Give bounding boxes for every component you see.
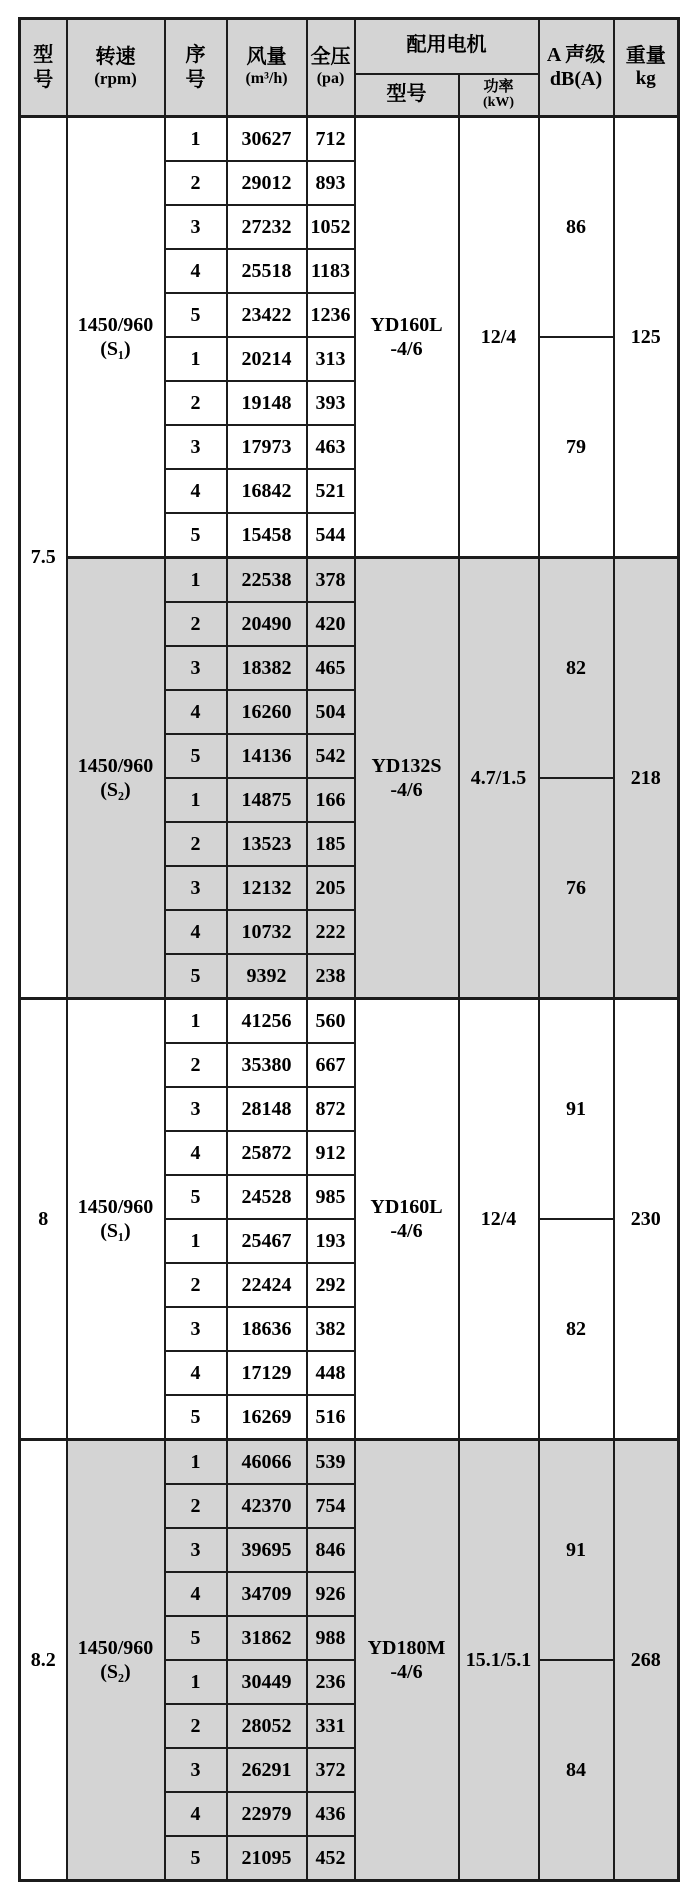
seq-cell: 1 [165,999,227,1044]
seq-cell: 4 [165,249,227,293]
airflow-cell: 35380 [227,1043,307,1087]
airflow-cell: 25518 [227,249,307,293]
pressure-cell: 754 [307,1484,355,1528]
seq-cell: 2 [165,1043,227,1087]
seq-cell: 4 [165,1572,227,1616]
airflow-cell: 14136 [227,734,307,778]
airflow-cell: 23422 [227,293,307,337]
seq-cell: 3 [165,205,227,249]
weight-cell: 230 [614,999,679,1440]
pressure-cell: 420 [307,602,355,646]
seq-cell: 4 [165,1792,227,1836]
motor-model-cell: YD160L -4/6 [355,999,459,1440]
airflow-cell: 29012 [227,161,307,205]
airflow-cell: 24528 [227,1175,307,1219]
header-seq-col: 序号 [165,19,227,117]
seq-cell: 1 [165,337,227,381]
noise-upper-cell: 86 [539,117,614,338]
airflow-cell: 42370 [227,1484,307,1528]
airflow-cell: 25467 [227,1219,307,1263]
header-model-col: 型号 [20,19,67,117]
seq-cell: 4 [165,690,227,734]
seq-cell: 4 [165,1131,227,1175]
seq-cell: 2 [165,1263,227,1307]
pressure-cell: 560 [307,999,355,1044]
airflow-cell: 34709 [227,1572,307,1616]
pressure-cell: 1052 [307,205,355,249]
seq-cell: 2 [165,161,227,205]
seq-cell: 4 [165,469,227,513]
airflow-cell: 22424 [227,1263,307,1307]
pressure-cell: 238 [307,954,355,999]
airflow-cell: 30449 [227,1660,307,1704]
weight-cell: 218 [614,558,679,999]
airflow-cell: 41256 [227,999,307,1044]
pressure-cell: 1183 [307,249,355,293]
airflow-cell: 15458 [227,513,307,558]
fan-spec-sheet [18,17,680,1882]
seq-cell: 1 [165,1219,227,1263]
seq-cell: 5 [165,1395,227,1440]
pressure-cell: 465 [307,646,355,690]
header-noise-col: A 声级 dB(A) [539,19,614,117]
airflow-cell: 9392 [227,954,307,999]
pressure-cell: 393 [307,381,355,425]
pressure-cell: 988 [307,1616,355,1660]
airflow-cell: 16842 [227,469,307,513]
power-cell: 4.7/1.5 [459,558,539,999]
seq-cell: 2 [165,1484,227,1528]
fan-spec-table [18,17,680,1882]
power-cell: 15.1/5.1 [459,1440,539,1881]
airflow-cell: 21095 [227,1836,307,1881]
airflow-cell: 26291 [227,1748,307,1792]
airflow-cell: 30627 [227,117,307,162]
speed-cell: 1450/960 (S₁) [67,999,165,1440]
header-motor-model-col: 型号 [355,74,459,117]
seq-cell: 2 [165,1704,227,1748]
pressure-cell: 912 [307,1131,355,1175]
seq-cell: 3 [165,425,227,469]
pressure-cell: 463 [307,425,355,469]
weight-cell: 268 [614,1440,679,1881]
pressure-cell: 313 [307,337,355,381]
pressure-cell: 166 [307,778,355,822]
pressure-cell: 544 [307,513,355,558]
airflow-cell: 12132 [227,866,307,910]
seq-cell: 3 [165,866,227,910]
header-power-col: 功率 (kW) [459,74,539,117]
seq-cell: 2 [165,381,227,425]
header-airflow-col: 风量 (m³/h) [227,19,307,117]
pressure-cell: 436 [307,1792,355,1836]
pressure-cell: 667 [307,1043,355,1087]
noise-upper-cell: 91 [539,1440,614,1661]
pressure-cell: 1236 [307,293,355,337]
airflow-cell: 28052 [227,1704,307,1748]
seq-cell: 1 [165,117,227,162]
pressure-cell: 712 [307,117,355,162]
seq-cell: 2 [165,822,227,866]
seq-cell: 5 [165,1175,227,1219]
speed-cell: 1450/960 (S₂) [67,558,165,999]
noise-upper-cell: 82 [539,558,614,779]
airflow-cell: 17129 [227,1351,307,1395]
noise-lower-cell: 84 [539,1660,614,1881]
header-pressure-col: 全压 (pa) [307,19,355,117]
motor-model-cell: YD180M -4/6 [355,1440,459,1881]
airflow-cell: 28148 [227,1087,307,1131]
power-cell: 12/4 [459,117,539,558]
pressure-cell: 452 [307,1836,355,1881]
pressure-cell: 504 [307,690,355,734]
pressure-cell: 222 [307,910,355,954]
pressure-cell: 382 [307,1307,355,1351]
airflow-cell: 31862 [227,1616,307,1660]
motor-model-cell: YD160L -4/6 [355,117,459,558]
airflow-cell: 16269 [227,1395,307,1440]
seq-cell: 3 [165,1307,227,1351]
pressure-cell: 331 [307,1704,355,1748]
seq-cell: 1 [165,558,227,603]
model-cell: 8 [20,999,67,1440]
speed-cell: 1450/960 (S₂) [67,1440,165,1881]
seq-cell: 5 [165,954,227,999]
pressure-cell: 185 [307,822,355,866]
model-cell: 8.2 [20,1440,67,1881]
seq-cell: 5 [165,293,227,337]
noise-lower-cell: 76 [539,778,614,999]
header-weight-col: 重量 kg [614,19,679,117]
seq-cell: 1 [165,1440,227,1485]
seq-cell: 3 [165,1087,227,1131]
seq-cell: 4 [165,910,227,954]
speed-cell: 1450/960 (S₁) [67,117,165,558]
pressure-cell: 872 [307,1087,355,1131]
seq-cell: 4 [165,1351,227,1395]
airflow-cell: 22979 [227,1792,307,1836]
airflow-cell: 10732 [227,910,307,954]
pressure-cell: 985 [307,1175,355,1219]
airflow-cell: 20490 [227,602,307,646]
noise-lower-cell: 82 [539,1219,614,1440]
seq-cell: 5 [165,1616,227,1660]
seq-cell: 1 [165,778,227,822]
airflow-cell: 16260 [227,690,307,734]
airflow-cell: 17973 [227,425,307,469]
pressure-cell: 846 [307,1528,355,1572]
pressure-cell: 539 [307,1440,355,1485]
pressure-cell: 372 [307,1748,355,1792]
seq-cell: 1 [165,1660,227,1704]
weight-cell: 125 [614,117,679,558]
pressure-cell: 205 [307,866,355,910]
pressure-cell: 378 [307,558,355,603]
seq-cell: 5 [165,513,227,558]
seq-cell: 5 [165,1836,227,1881]
airflow-cell: 46066 [227,1440,307,1485]
pressure-cell: 521 [307,469,355,513]
airflow-cell: 20214 [227,337,307,381]
header-motor-group: 配用电机 [355,19,539,74]
airflow-cell: 19148 [227,381,307,425]
airflow-cell: 13523 [227,822,307,866]
pressure-cell: 926 [307,1572,355,1616]
pressure-cell: 448 [307,1351,355,1395]
airflow-cell: 18382 [227,646,307,690]
pressure-cell: 516 [307,1395,355,1440]
seq-cell: 3 [165,646,227,690]
pressure-cell: 893 [307,161,355,205]
noise-upper-cell: 91 [539,999,614,1220]
airflow-cell: 18636 [227,1307,307,1351]
seq-cell: 3 [165,1748,227,1792]
airflow-cell: 39695 [227,1528,307,1572]
airflow-cell: 25872 [227,1131,307,1175]
table-header [20,19,679,117]
table-body [20,117,679,1881]
motor-model-cell: YD132S -4/6 [355,558,459,999]
airflow-cell: 14875 [227,778,307,822]
seq-cell: 2 [165,602,227,646]
airflow-cell: 22538 [227,558,307,603]
pressure-cell: 193 [307,1219,355,1263]
airflow-cell: 27232 [227,205,307,249]
power-cell: 12/4 [459,999,539,1440]
seq-cell: 5 [165,734,227,778]
pressure-cell: 236 [307,1660,355,1704]
model-cell: 7.5 [20,117,67,999]
pressure-cell: 542 [307,734,355,778]
seq-cell: 3 [165,1528,227,1572]
header-speed-col: 转速 (rpm) [67,19,165,117]
pressure-cell: 292 [307,1263,355,1307]
noise-lower-cell: 79 [539,337,614,558]
